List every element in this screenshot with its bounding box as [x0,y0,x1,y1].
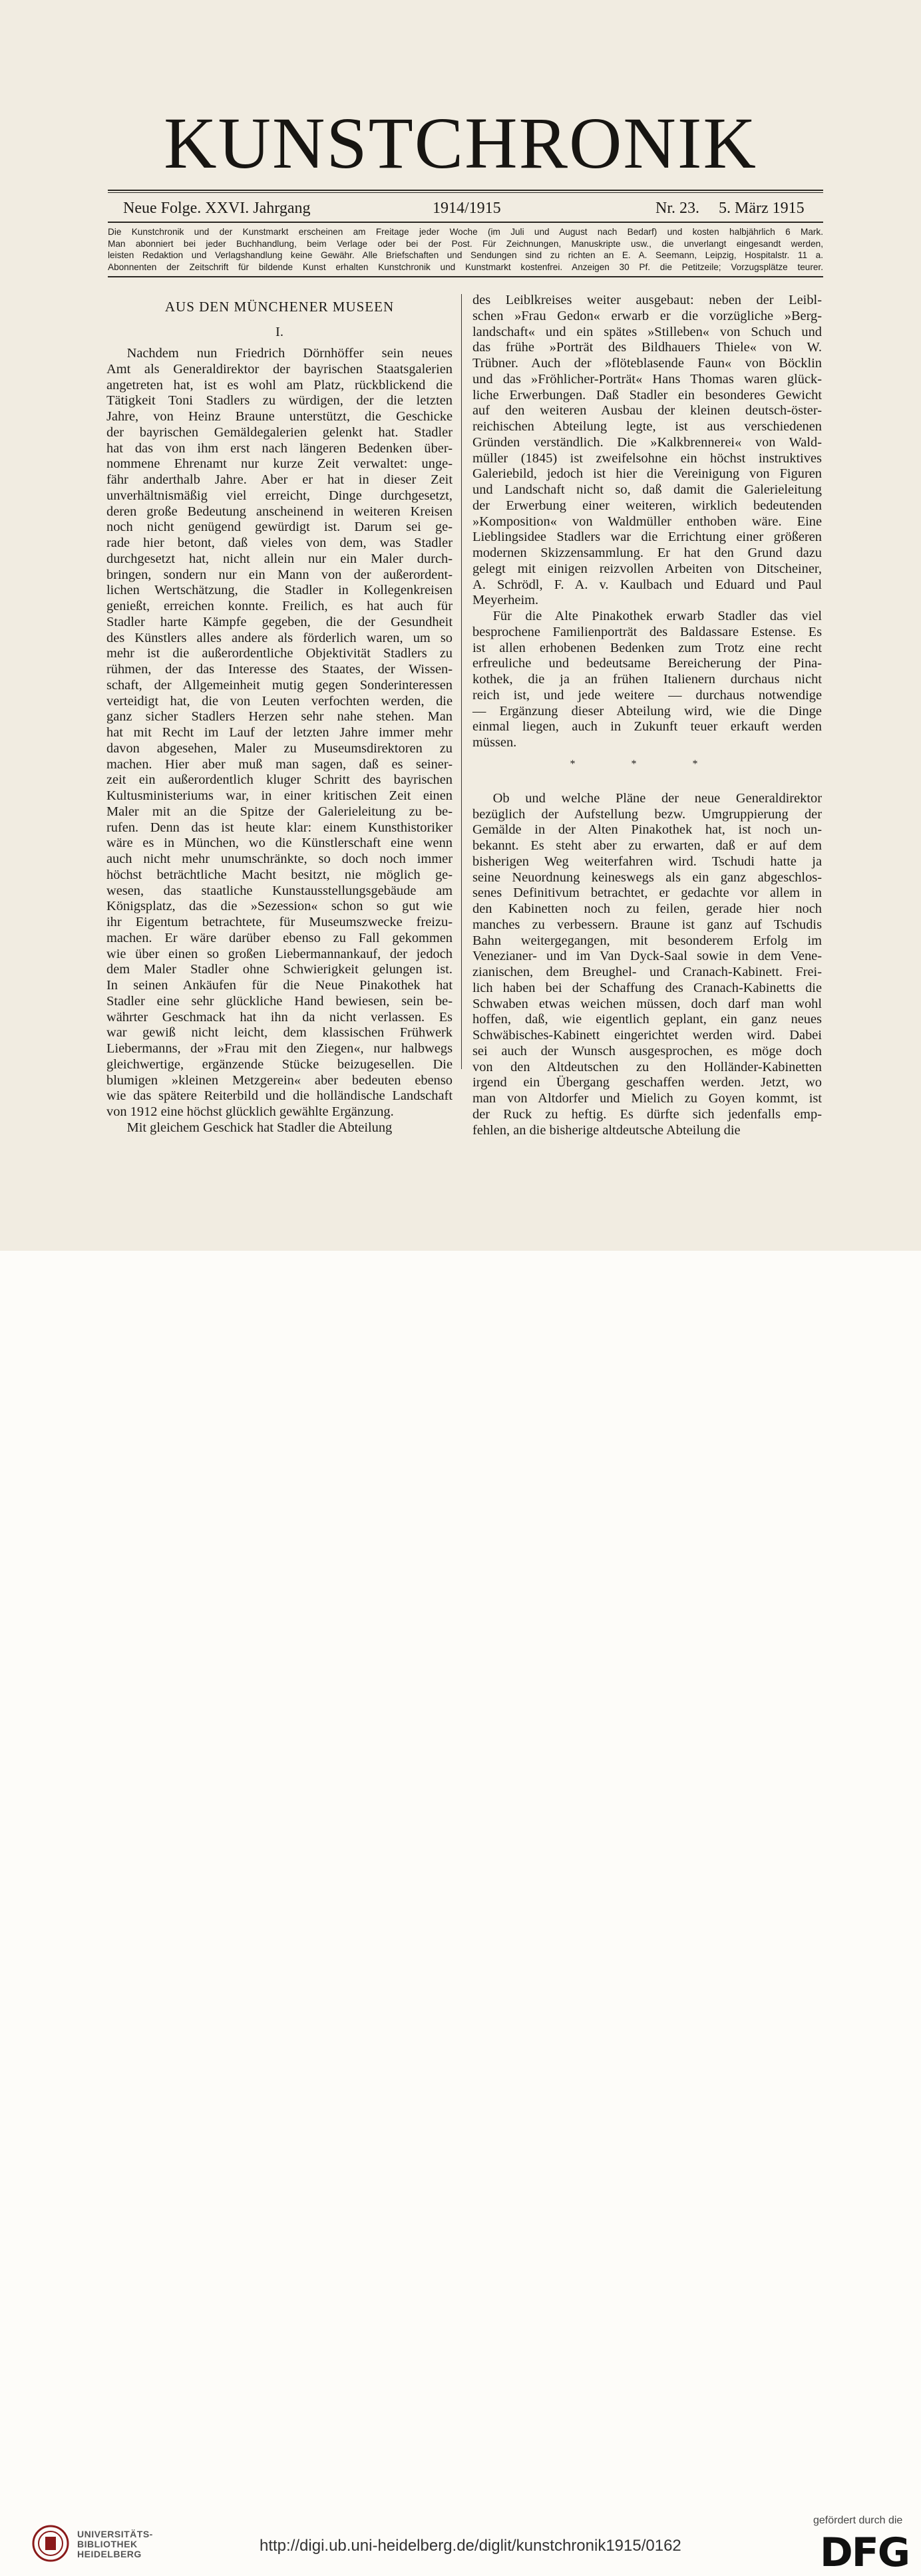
text-line: Bahn weitergegangen, mit besonderem Erfolg im [472,933,822,948]
notice-line: Man abonniert bei jeder Buchhandlung, beim Verlage oder bei der Post. Für Zeichnungen, Manuskripte usw., die unverlangt eingesandt werden, [108,238,823,249]
notice-rule [108,276,823,277]
column-divider [461,294,462,1069]
text-line: einmal liegen, auch in Zukunft teuer erkauft werden [472,719,822,734]
text-line: lichen Wertschätzung, die Stadler in Kollegenkreisen [106,583,453,598]
text-line: Maler mit an die Spitze der Galerieleitung zu be- [106,804,453,819]
text-line: In seinen Ankäufen für die Neue Pinakothek hat [106,978,453,993]
text-line: hoffen, daß, wie eigentlich geplant, ein ganz neues [472,1012,822,1027]
text-line: des Künstlers alles andere als förderlich waren, um so [106,630,453,645]
text-line: Für die Alte Pinakothek erwarb Stadler das viel [492,609,822,623]
text-line: irgend ein Übergang geschaffen werden. Jetzt, wo [472,1075,822,1090]
text-line: hat mit Recht im Lauf der letzten Jahre immer mehr [106,725,453,740]
text-line: auf den weiteren Ausbau der kleinen deutsch-öster- [472,403,822,418]
issue-line [123,200,815,220]
text-line: Schwaben etwas weichen müssen, doch darf man wohl [472,996,822,1011]
text-line: gleichwertige, ergänzende Stücke beizugesellen. Die [106,1056,453,1072]
text-line: wie über einen so großen Liebermannankauf, der jedoch [106,946,453,961]
text-line: Nachdem nun Friedrich Dörnhöffer sein neues [126,346,453,361]
text-line: sei auch der Wunsch ausgesprochen, es möge doch [472,1043,822,1058]
text-line: der Ruck zu heftig. Es dürfte sich jedenfalls emp- [472,1106,822,1122]
text-line: Ob und welche Pläne der neue Generaldirektor [492,790,822,806]
text-line: bisherigen Weg weiterfahren wird. Tschudi hatte ja [472,854,822,869]
permalink-url[interactable]: http://digi.ub.uni-heidelberg.de/diglit/kunstchronik1915/0162 [260,2537,681,2555]
article-title: AUS DEN MÜNCHENER MUSEEN [164,299,395,315]
text-line: machen. Hier aber muß man sagen, daß es seiner- [106,756,453,772]
text-line: müller (1845) ist zweifelsohne ein höchst instruktives [472,450,822,466]
text-line: erfreuliche und bedeutsame Bereicherung der Pina- [472,656,822,671]
text-line: Jahre, von Heinz Braune unterstützt, die Geschicke [106,409,453,424]
notice-line: Die Kunstchronik und der Kunstmarkt erscheinen am Freitage jeder Woche (im Juli und August nach Bedarf) und kosten halbjährlich 6 Mark. [108,227,823,237]
text-line: A. Schrödl, F. A. v. Kaulbach und Eduard und Paul [472,577,822,592]
text-line: ist allen erhobenen Bedenken zum Trotz eine recht [472,640,822,655]
masthead-rule-top-thin [108,192,823,193]
text-line: von 1912 eine höchst glücklich gewählte Ergänzung. [106,1104,394,1119]
text-line: bezüglich der Aufstellung bezw. Umgruppierung der [472,806,822,822]
text-line: genießt, erreichen konnte. Freilich, es hat auch für [106,599,453,613]
text-line: Venezianer- und im Van Dyck-Saal sowie in dem Vene- [472,949,822,964]
text-line: reich ist, und jede weitere — durchaus notwendige [472,687,822,703]
text-line: währter Geschmack hat ihn da nicht verlassen. Es [106,1009,453,1025]
text-line: schen »Frau Gedon« erwarb er die vorzügliche »Berg- [472,308,822,323]
text-line: höchst beträchtliche Macht besitzt, nie möglich ge- [106,867,453,882]
text-line: auch nicht mehr unumschränkte, so doch noch immer [106,852,453,866]
library-name-line: HEIDELBERG [77,2549,142,2559]
text-line: wäre es in München, wo die Künstlerschaft eine wenn [106,836,453,851]
text-line: seine Neuordnung keineswegs als ein ganz abgeschlos- [472,870,822,885]
text-line: Gemälde in der Alten Pinakothek hat, ist noch un- [472,822,822,838]
notice-line: Abonnenten der Zeitschrift für bildende Kunst erhalten Kunstchronik und Kunstmarkt kostenfrei. Anzeigen 30 Pf. die Petitzeile; Vorzugsplätze teurer. [108,261,823,272]
text-line: Trübner. Auch der »flöteblasende Faun« von Böcklin [472,356,822,371]
text-line: war gewiß nicht leicht, dem klassischen Frühwerk [106,1025,453,1041]
text-line: Stadler eine sehr glückliche Hand bewiesen, sein be- [106,993,453,1009]
text-line: wie das spätere Reiterbild und die holländische Landschaft [106,1088,453,1104]
text-line: senes Definitivum betrachtet, er gedachte vor allem in [472,886,822,901]
text-line: noch nicht genügend gewürdigt ist. Darum sei ge- [106,520,453,535]
text-line: zeit ein außerordentlich kluger Schritt des bayrischen [106,772,453,788]
text-line: Tätigkeit Toni Stadlers zu würdigen, der die letzten [106,393,453,408]
text-line: Meyerheim. [472,593,539,608]
text-line: rufen. Denn das ist heute klar: einem Kunsthistoriker [106,820,453,835]
scanned-page [0,0,921,1251]
text-line: »Komposition« von Waldmüller enthoben wäre. Eine [472,514,822,529]
text-line: Liebermanns, der »Frau mit den Ziegen«, nur halbwegs [106,1041,453,1056]
text-line: das frühe »Porträt des Bildhauers Thiele« von W. [472,340,822,355]
text-line: blumigen »kleinen Metzgerein« aber bedeuten ebenso [106,1072,453,1088]
dfg-logo: DFG [820,2529,910,2576]
text-line: hat das von ihm erst nach längeren Bedenken über- [106,440,453,456]
text-line: kothek, die ja an frühen Italienern durchaus nicht [472,672,822,687]
masthead-title: KUNSTCHRONIK [164,102,757,184]
text-line: man von Altdorfer und Mielich zu Goyen kommt, ist [472,1091,822,1106]
issue-rule [108,222,823,223]
text-line: landschaft« und ein spätes »Stilleben« von Schuch und [472,324,822,339]
text-line: lich haben bei der Schaffung des Cranach-Kabinetts die [472,980,822,995]
text-line: gelegt mit einigen reizvollen Arbeiten von Ditscheiner, [472,561,822,576]
library-name [77,2529,153,2559]
text-line: manches zu verbessern. Braune ist ganz auf Tschudis [472,917,822,932]
issue-years: 1914/1915 [433,200,501,217]
article-part: I. [276,325,283,339]
footer-bar [0,1251,921,2576]
text-line: Kultusministeriums war, in einer kritischen Zeit einen [106,788,453,803]
text-line: mehr ist die außerordentliche Objektivität Stadlers zu [106,646,453,661]
text-line: besprochene Familienporträt des Baldassare Estense. Es [472,624,822,639]
text-line: angetreten hat, ist es wohl am Platz, rückblickend die [106,377,453,393]
text-line: reichischen Abteilung legte, ist aus verschiedenen [472,419,822,434]
issue-number: Nr. 23. [655,200,699,217]
text-line: durchgesetzt hat, nicht allein nur ein Maler durch- [106,551,453,566]
text-line: rade hier betont, daß vieles von dem, was Stadler [106,536,453,550]
left-column [106,293,453,1136]
text-line: ihr Eigentum betrachtete, für Museumszwecke freizu- [106,915,453,929]
text-line: davon abgesehen, Maler zu Museumsdirektoren zu [106,740,453,756]
notice-line: leisten Redaktion und Verlagshandlung keine Gewähr. Alle Briefschaften und Sendungen sind zu richten an E. A. Seemann, Leipzig, Hospitalstr. 11 a. [108,250,823,260]
text-line: deren große Bedeutung anscheinend in weiteren Kreisen [106,504,453,519]
text-line: dem Maler Stadler ohne Schwierigkeit gelungen ist. [106,962,453,977]
text-line: Galeriebild, jedoch ist hier die Vereinigung von Figuren [472,466,822,482]
text-line: den Kabinetten noch zu feilen, gerade hier noch [472,901,822,916]
publisher-notice [108,226,823,273]
text-line: Schwäbisches-Kabinett eingerichtet werden wird. Dabei [472,1028,822,1043]
text-line: und Landschaft nicht so, daß damit die Galerieleitung [472,482,822,497]
text-line: modernen Skizzensammlung. Er hat den Grund dazu [472,546,822,560]
text-line: Stadler harte Kämpfe gegeben, die der Gesundheit [106,614,453,629]
text-line: ganz sicher Stadlers Herzen sehr nahe stehen. Man [106,709,453,724]
text-line: rühmen, der das Interesse des Staates, der Wissen- [106,662,453,677]
text-line: Mit gleichem Geschick hat Stadler die Abteilung [126,1120,393,1135]
text-line: der Erwerbung einer weiteren, wirklich bedeutenden [472,498,822,513]
text-line: Gründen verständlich. Die »Kalkbrennerei« von Wald- [472,434,822,450]
funding-note: gefördert durch die [813,2515,903,2526]
text-line: — Ergänzung dieser Abteilung wird, wie die Dinge [472,703,822,719]
text-line: Amt als Generaldirektor der bayrischen Staatsgalerien [106,361,453,377]
text-line: Lieblingsidee Stadlers war die Errichtung einer größeren [472,530,822,545]
text-line: bringen, sondern nur ein Mann von der außerordent- [106,567,453,582]
text-line: und das »Fröhlicher-Porträt« Hans Thomas waren glück- [472,371,822,387]
text-line: fehlen, an die bisherige altdeutsche Abteilung die [472,1122,741,1138]
text-line: machen. Er wäre darüber ebenso zu Fall gekommen [106,930,453,945]
text-line: zianischen, dem Breughel- und Cranach-Kabinett. Frei- [472,965,822,979]
library-seal-icon [32,2525,69,2562]
text-line: müssen. [472,735,517,750]
text-line: des Leiblkreises weiter ausgebaut: neben der Leibl- [472,293,822,307]
text-line: liche Erwerbungen. Daß Stadler ein besonderes Gewicht [472,387,822,402]
text-line: von den Altdeutschen zu den Holländer-Kabinetten [472,1059,822,1074]
text-line: Königsplatz, das die »Sezession« schon so gut wie [106,899,453,914]
text-line: wesen, das staatliche Kunstausstellungsgebäude am [106,883,453,898]
text-line: verteidigt hat, die von Leuten verfochten werden, die [106,693,453,709]
right-column [472,293,822,1138]
text-line: bekannt. Es steht aber zu erwarten, daß er auf dem [472,838,822,853]
text-line: der bayrischen Gemäldegalerien gelenkt hat. Stadler [106,424,453,440]
library-name-line: BIBLIOTHEK [77,2539,138,2549]
section-separator: * * * [570,758,725,770]
text-line: schaft, der Allgemeinheit mutig gegen Sonderinteressen [106,677,453,693]
text-line: unverhältnismäßig viel erreicht, Dinge durchgesetzt, [106,488,453,503]
issue-series: Neue Folge. XXVI. Jahrgang [123,200,311,217]
issue-date: 5. März 1915 [719,200,805,217]
library-name-line: UNIVERSITÄTS- [77,2529,153,2539]
masthead-rule-top [108,190,823,191]
text-line: nommene Ehrenamt nur kurze Zeit verwaltet: unge- [106,456,453,472]
text-line: fähr anderthalb Jahre. Aber er hat in dieser Zeit [106,472,453,487]
